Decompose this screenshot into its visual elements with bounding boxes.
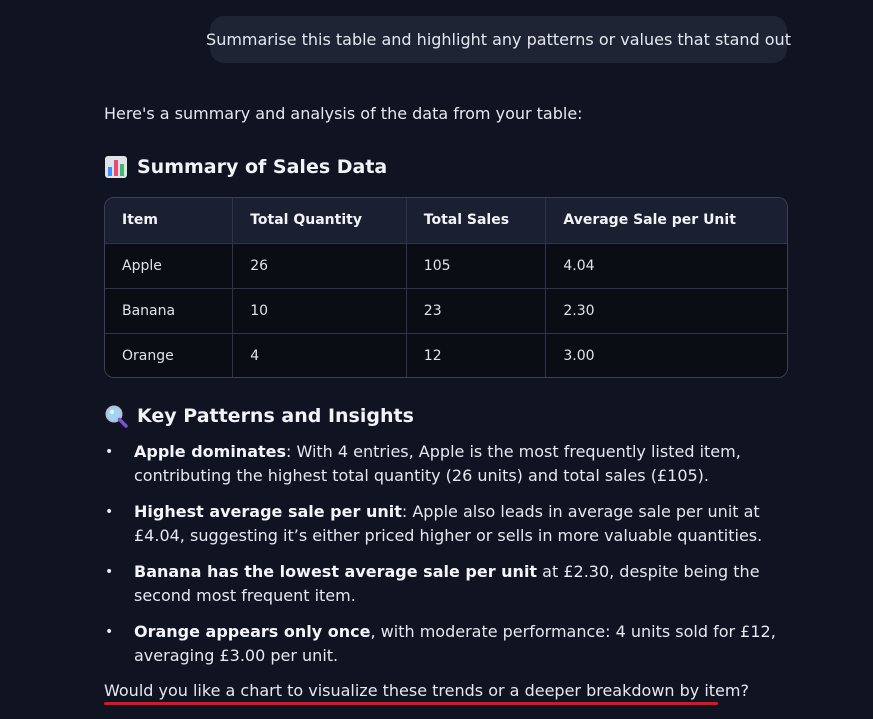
insight-text: : With 4 entries, Apple is the most frequently listed item, contributing the highest total quantity (26 units) and total sales (£105). xyxy=(134,442,741,485)
closing-question: Would you like a chart to visualize these trends or a deeper breakdown by item? xyxy=(104,681,749,700)
table-cell: 2.30 xyxy=(546,288,787,333)
insight-text: at £2.30, despite being the second most frequent item. xyxy=(134,562,760,605)
table-cell: Orange xyxy=(105,333,233,378)
magnifying-glass-emoji-icon xyxy=(104,404,128,428)
table-header-row xyxy=(105,198,787,243)
insights-heading-text: Key Patterns and Insights xyxy=(137,405,414,427)
sales-table xyxy=(104,197,788,378)
insights-heading xyxy=(104,404,414,428)
header-average-sale: Average Sale per Unit xyxy=(546,198,787,243)
table-cell: 12 xyxy=(406,333,546,378)
list-item xyxy=(104,440,784,488)
header-item: Item xyxy=(105,198,233,243)
insight-bold: Orange appears only once xyxy=(134,622,371,641)
table-cell: 26 xyxy=(233,243,407,288)
user-message-bubble xyxy=(206,16,791,63)
table-cell: 105 xyxy=(406,243,546,288)
table-cell: 23 xyxy=(406,288,546,333)
insights-list xyxy=(104,440,784,680)
list-item xyxy=(104,500,784,548)
header-total-sales: Total Sales xyxy=(406,198,546,243)
assistant-intro: Here's a summary and analysis of the data from your table: xyxy=(104,104,583,123)
insight-text: : Apple also leads in average sale per unit at £4.04, suggesting it’s either priced higher or sells in more valuable quantities. xyxy=(134,502,763,545)
table-row xyxy=(105,243,787,288)
table-cell: 4.04 xyxy=(546,243,787,288)
table-cell: 4 xyxy=(233,333,407,378)
table-cell: Apple xyxy=(105,243,233,288)
table-row xyxy=(105,333,787,378)
insight-bold: Highest average sale per unit xyxy=(134,502,402,521)
user-message-text: Summarise this table and highlight any patterns or values that stand out xyxy=(206,30,791,49)
bar-chart-emoji-icon xyxy=(104,155,128,179)
insight-bold: Apple dominates xyxy=(134,442,287,461)
table-cell: 10 xyxy=(233,288,407,333)
header-total-quantity: Total Quantity xyxy=(233,198,407,243)
table-cell: 3.00 xyxy=(563,347,595,364)
summary-heading-text: Summary of Sales Data xyxy=(137,156,388,178)
table-row xyxy=(105,288,787,333)
insight-bold: Banana has the lowest average sale per unit xyxy=(134,562,538,581)
summary-heading xyxy=(104,155,387,179)
insight-text: , with moderate performance: 4 units sold for £12, averaging £3.00 per unit. xyxy=(134,622,776,665)
table-cell: Banana xyxy=(105,288,233,333)
list-item xyxy=(104,560,784,608)
list-item xyxy=(104,620,784,668)
red-underline-annotation xyxy=(104,702,718,705)
